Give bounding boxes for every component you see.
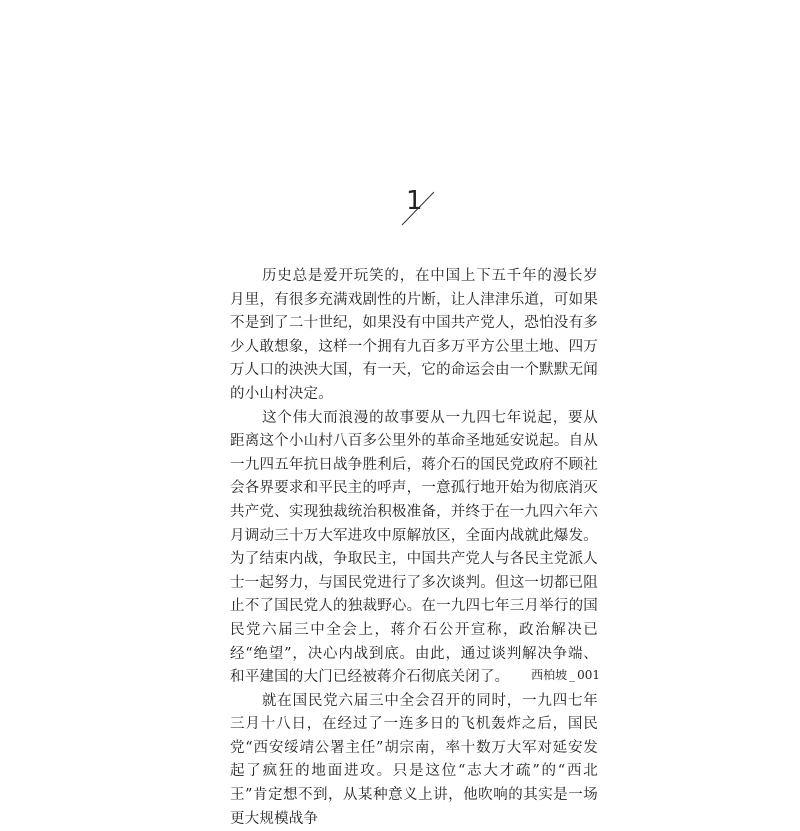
- chapter-number: 1: [406, 186, 423, 216]
- paragraph: 历史总是爱开玩笑的，在中国上下五千年的漫长岁月里，有很多充满戏剧性的片断，让人津津乐道，可如果不是到了二十世纪，如果没有中国共产党人，恐怕没有多少人敢想象，这样一个拥有九百多万平方公里土地、四万万人口的泱泱大国，有一天，它的命运会由一个默默无闻的小山村决定。: [230, 268, 598, 402]
- footer-separator: _: [569, 668, 576, 682]
- paragraph: 就在国民党六届三中全会召开的同时，一九四七年三月十八日，在经过了一连多日的飞机轰炸之后，国民党“西安绥靖公署主任”胡宗南，率十数万大军对延安发起了疯狂的地面进攻。只是这位“志大才疏”的“西北王”肯定想不到，从某种意义上讲，他吹响的其实是一场更大规模战争: [230, 692, 598, 827]
- body-text: [230, 265, 598, 831]
- chapter-heading: [392, 186, 436, 226]
- running-title: 西柏坡: [531, 668, 568, 682]
- page-footer: [510, 666, 600, 683]
- page-number: 001: [577, 668, 600, 682]
- paragraph: 这个伟大而浪漫的故事要从一九四七年说起，要从距离这个小山村八百多公里外的革命圣地延安说起。自从一九四五年抗日战争胜利后，蒋介石的国民党政府不顾社会各界要求和平民主的呼声，一意孤行地开始为彻底消灭共产党、实现独裁统治积极准备，并终于在一九四六年六月调动三十万大军进攻中原解放区，全面内战就此爆发。为了结束内战，争取民主，中国共产党人与各民主党派人士一起努力，与国民党进行了多次谈判。但这一切都已阻止不了国民党人的独裁野心。在一九四七年三月举行的国民党六届三中全会上，蒋介石公开宣称，政治解决已经“绝望”，决心内战到底。由此，通过谈判解决争端、和平建国的大门已经被蒋介石彻底关闭了。: [230, 409, 598, 686]
- chapter-slash-decoration: [392, 186, 436, 226]
